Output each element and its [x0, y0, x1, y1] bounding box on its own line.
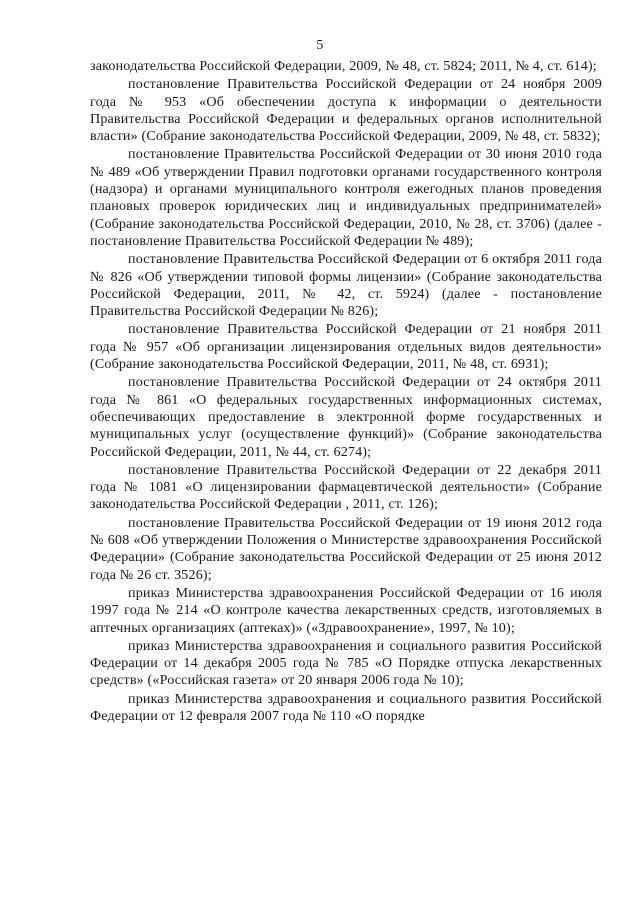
paragraph: постановление Правительства Российской Федерации от 21 ноября 2011 года № 957 «Об организации лицензирования отдельных видов деятельности» (Собрание законодательства Российской Федерации, 2011, № 48, ст. 6931);	[90, 321, 602, 373]
paragraph: постановление Правительства Российской Федерации от 24 ноября 2009 года № 953 «Об обеспечении доступа к информации о деятельности Правительства Российской Федерации и федеральных органов исполнительной власти» (Собрание законодательства Российской Федерации, 2009, № 48, ст. 5832);	[90, 76, 602, 145]
paragraph: постановление Правительства Российской Федерации от 19 июня 2012 года № 608 «Об утверждении Положения о Министерстве здравоохранения Российской Федерации» (Собрание законодательства Российской Федерации от 25 июня 2012 года № 26 ст. 3526);	[90, 514, 602, 583]
paragraph: постановление Правительства Российской Федерации от 6 октября 2011 года № 826 «Об утверждении типовой формы лицензии» (Собрание законодательства Российской Федерации, 2011, № 42, ст. 5924) (далее - постановление Правительства Российской Федерации № 826);	[90, 251, 602, 320]
document-body	[90, 58, 602, 726]
paragraph: постановление Правительства Российской Федерации от 22 декабря 2011 года № 1081 «О лицензировании фармацевтической деятельности» (Собрание законодательства Российской Федерации , 2011, ст. 126);	[90, 461, 602, 513]
paragraph: постановление Правительства Российской Федерации от 30 июня 2010 года № 489 «Об утверждении Правил подготовки органами государственного контроля (надзора) и органами муниципального контроля ежегодных планов проведения плановых проверок юридических лиц и индивидуальных предпринимателей» (Собрание законодательства Российской Федерации, 2010, № 28, ст. 3706) (далее - постановление Правительства Российской Федерации № 489);	[90, 146, 602, 249]
paragraph: приказ Министерства здравоохранения и социального развития Российской Федерации от 12 февраля 2007 года № 110 «О порядке	[90, 690, 602, 724]
paragraph: приказ Министерства здравоохранения Российской Федерации от 16 июля 1997 года № 214 «О контроле качества лекарственных средств, изготовляемых в аптечных организациях (аптеках)» («Здравоохранение», 1997, № 10);	[90, 584, 602, 636]
paragraph: приказ Министерства здравоохранения и социального развития Российской Федерации от 14 декабря 2005 года № 785 «О Порядке отпуска лекарственных средств» («Российская газета» от 20 января 2006 года № 10);	[90, 637, 602, 689]
paragraph: постановление Правительства Российской Федерации от 24 октября 2011 года № 861 «О федеральных государственных информационных системах, обеспечивающих предоставление в электронной форме государственных и муниципальных услуг (осуществление функций)» (Собрание законодательства Российской Федерации, 2011, № 44, ст. 6274);	[90, 374, 602, 460]
page-number: 5	[316, 38, 324, 53]
paragraph-continuation: законодательства Российской Федерации, 2009, № 48, ст. 5824; 2011, № 4, ст. 614);	[90, 58, 597, 74]
